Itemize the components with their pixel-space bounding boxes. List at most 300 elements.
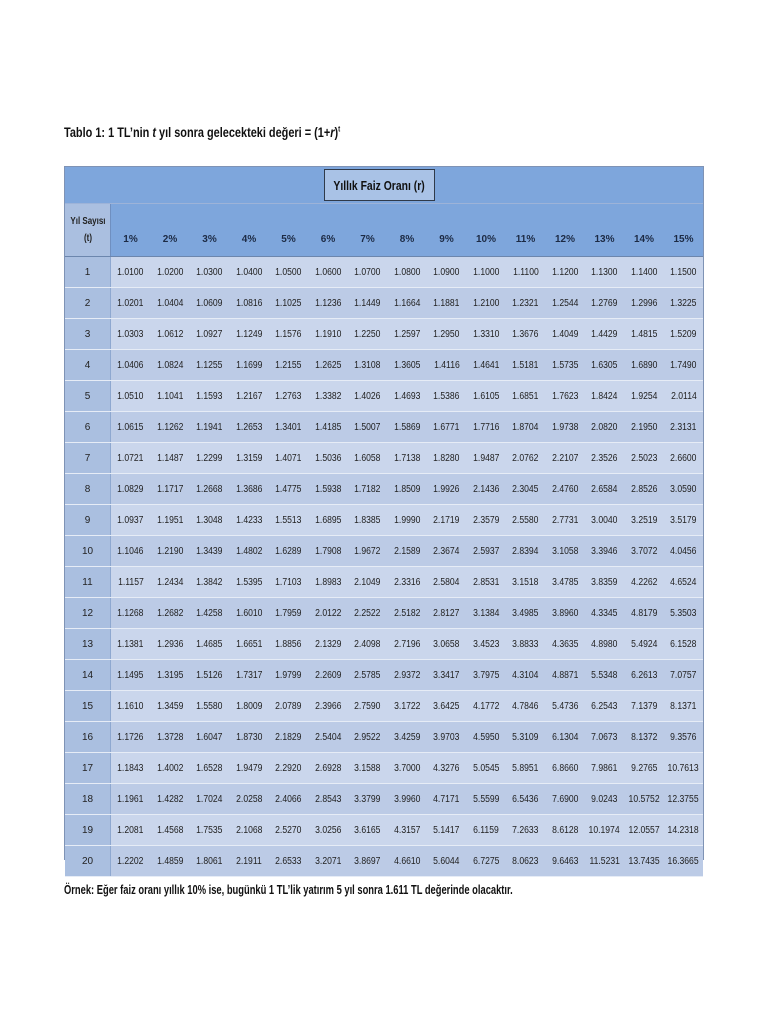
value-text: 2.5023 (630, 452, 658, 464)
year-header-symbol: (t) (83, 233, 92, 244)
value-text: 2.4066 (275, 793, 302, 805)
value-cell (151, 319, 190, 349)
value-cell (585, 815, 624, 845)
value-cell (269, 412, 308, 442)
value-text: 2.5270 (275, 824, 302, 836)
value-text: 8.1372 (630, 731, 658, 743)
value-text: 3.3417 (433, 669, 460, 681)
value-text: 1.5735 (551, 359, 579, 371)
value-text: 1.1941 (196, 421, 223, 433)
value-cell (190, 350, 229, 380)
value-text: 1.2250 (354, 328, 381, 340)
value-text: 1.0400 (235, 266, 263, 278)
value-cell (585, 319, 624, 349)
year-cell: 20 (65, 846, 111, 876)
table-row (65, 474, 703, 505)
value-text: 3.4259 (393, 731, 421, 743)
value-text: 1.0700 (354, 266, 381, 278)
year-cell: 10 (65, 536, 111, 566)
value-cell (585, 412, 624, 442)
value-cell (506, 412, 545, 442)
value-cell (506, 598, 545, 628)
year-cell: 16 (65, 722, 111, 752)
value-cell (190, 257, 229, 287)
value-cell (585, 567, 624, 597)
value-cell (388, 629, 427, 659)
value-text: 6.8660 (551, 762, 579, 774)
value-cell (151, 474, 190, 504)
value-cell (190, 412, 229, 442)
value-text: 3.4785 (551, 576, 579, 588)
value-text: 1.1717 (156, 483, 184, 495)
value-cell (111, 474, 150, 504)
value-cell (111, 629, 150, 659)
value-text: 1.1593 (196, 390, 223, 402)
value-text: 4.3157 (393, 824, 421, 836)
value-cell (111, 443, 150, 473)
table-row (65, 784, 703, 815)
value-text: 3.7072 (630, 545, 658, 557)
value-text: 1.9672 (354, 545, 381, 557)
value-text: 1.1400 (630, 266, 658, 278)
value-text: 1.5007 (354, 421, 381, 433)
value-text: 1.0829 (117, 483, 144, 495)
value-cell (506, 319, 545, 349)
value-text: 1.4693 (393, 390, 421, 402)
value-text: 1.0615 (117, 421, 144, 433)
value-cell (427, 350, 466, 380)
value-text: 1.1910 (314, 328, 342, 340)
value-cell (388, 536, 427, 566)
value-text: 1.3401 (275, 421, 302, 433)
value-text: 3.4523 (472, 638, 500, 650)
value-cell (388, 474, 427, 504)
value-text: 1.1726 (117, 731, 144, 743)
value-text: 2.1589 (393, 545, 421, 557)
value-text: 5.0545 (472, 762, 500, 774)
value-cell (664, 598, 703, 628)
value-cell (467, 288, 506, 318)
value-text: 2.4098 (354, 638, 381, 650)
value-cell (664, 412, 703, 442)
value-cell (151, 598, 190, 628)
value-cell (151, 691, 190, 721)
value-text: 3.4985 (512, 607, 539, 619)
value-text: 1.1236 (314, 297, 342, 309)
value-cell (427, 319, 466, 349)
value-cell (269, 381, 308, 411)
value-text: 2.1911 (236, 855, 262, 867)
value-text: 4.3635 (551, 638, 579, 650)
year-cell: 19 (65, 815, 111, 845)
value-text: 1.3605 (393, 359, 421, 371)
value-cell (348, 257, 387, 287)
value-cell (506, 691, 545, 721)
value-cell (546, 319, 585, 349)
value-cell (348, 319, 387, 349)
value-text: 1.6289 (275, 545, 302, 557)
value-cell (467, 505, 506, 535)
value-cell (269, 350, 308, 380)
value-cell (111, 660, 150, 690)
year-cell: 1 (65, 257, 111, 287)
value-cell (348, 567, 387, 597)
value-text: 2.3674 (433, 545, 460, 557)
value-cell (230, 505, 269, 535)
value-text: 1.1495 (117, 669, 144, 681)
value-cell (151, 846, 190, 876)
value-text: 5.4924 (630, 638, 658, 650)
value-cell (664, 443, 703, 473)
value-cell (467, 629, 506, 659)
value-cell (388, 722, 427, 752)
caption-superscript: t (338, 124, 341, 134)
value-cell (230, 257, 269, 287)
year-cell: 5 (65, 381, 111, 411)
value-cell (388, 350, 427, 380)
value-text: 1.4185 (314, 421, 342, 433)
value-text: 1.3676 (512, 328, 539, 340)
caption-italic-r: r (330, 124, 335, 140)
value-cell (467, 567, 506, 597)
value-text: 1.2653 (235, 421, 263, 433)
value-cell (427, 815, 466, 845)
value-text: 1.4859 (156, 855, 184, 867)
value-cell (151, 288, 190, 318)
value-cell (348, 815, 387, 845)
value-cell (506, 846, 545, 876)
value-cell (625, 722, 664, 752)
value-cell (625, 443, 664, 473)
value-cell (269, 722, 308, 752)
value-cell (585, 536, 624, 566)
value-text: 2.5785 (354, 669, 381, 681)
value-cell (585, 753, 624, 783)
value-text: 2.8127 (433, 607, 460, 619)
value-cell (269, 598, 308, 628)
value-cell (111, 722, 150, 752)
value-cell (664, 319, 703, 349)
table-caption (64, 124, 563, 140)
value-cell (269, 288, 308, 318)
value-cell (111, 536, 150, 566)
table-row (65, 753, 703, 784)
value-cell (348, 536, 387, 566)
value-cell (230, 629, 269, 659)
value-text: 10.1974 (588, 824, 621, 836)
value-cell (546, 567, 585, 597)
value-text: 1.7024 (196, 793, 223, 805)
value-cell (190, 567, 229, 597)
value-cell (269, 505, 308, 535)
value-text: 1.7959 (275, 607, 302, 619)
value-text: 1.6851 (512, 390, 539, 402)
value-cell (230, 412, 269, 442)
year-cell: 2 (65, 288, 111, 318)
value-cell (427, 536, 466, 566)
value-cell (506, 784, 545, 814)
value-cell (467, 350, 506, 380)
value-cell (625, 319, 664, 349)
value-text: 1.8509 (393, 483, 421, 495)
value-text: 1.9487 (472, 452, 500, 464)
rate-header: 15% (673, 234, 694, 245)
value-text: 1.1487 (156, 452, 184, 464)
year-cell: 6 (65, 412, 111, 442)
caption-prefix: Tablo 1: 1 TL’nin (64, 124, 153, 140)
rate-header: 2% (162, 234, 178, 245)
value-cell (190, 629, 229, 659)
value-text: 1.1843 (117, 762, 144, 774)
value-text: 9.2765 (630, 762, 658, 774)
value-text: 6.5436 (512, 793, 539, 805)
value-cell (427, 660, 466, 690)
value-cell (309, 784, 348, 814)
value-text: 1.1664 (393, 297, 421, 309)
value-text: 1.1881 (433, 297, 460, 309)
value-cell (625, 598, 664, 628)
value-cell (151, 567, 190, 597)
value-cell (269, 536, 308, 566)
value-text: 1.1200 (551, 266, 579, 278)
value-text: 2.3966 (314, 700, 342, 712)
value-cell (309, 815, 348, 845)
value-text: 2.5580 (512, 514, 539, 526)
value-cell (309, 629, 348, 659)
value-text: 1.3842 (196, 576, 223, 588)
value-cell (309, 536, 348, 566)
value-cell (111, 691, 150, 721)
value-text: 1.7103 (275, 576, 302, 588)
value-text: 4.0456 (670, 545, 697, 557)
value-cell (625, 257, 664, 287)
value-text: 13.7435 (628, 855, 660, 867)
value-text: 1.5386 (433, 390, 460, 402)
value-text: 1.1262 (156, 421, 184, 433)
rate-title: Yıllık Faiz Oranı (r) (333, 177, 426, 193)
value-text: 1.5126 (196, 669, 223, 681)
value-text: 1.4815 (630, 328, 658, 340)
value-cell (388, 567, 427, 597)
value-text: 2.6533 (275, 855, 302, 867)
value-text: 3.3799 (354, 793, 381, 805)
value-cell (664, 815, 703, 845)
value-text: 3.1058 (551, 545, 579, 557)
value-cell (190, 691, 229, 721)
value-text: 6.1159 (473, 824, 499, 836)
value-text: 5.4736 (551, 700, 579, 712)
value-text: 2.1829 (275, 731, 302, 743)
value-text: 1.9926 (433, 483, 460, 495)
value-text: 7.6900 (551, 793, 579, 805)
value-text: 3.2519 (630, 514, 658, 526)
value-text: 3.1588 (354, 762, 381, 774)
value-cell (190, 784, 229, 814)
value-cell (151, 257, 190, 287)
value-text: 1.1249 (235, 328, 263, 340)
value-cell (309, 381, 348, 411)
value-cell (230, 846, 269, 876)
value-text: 1.9254 (630, 390, 658, 402)
value-cell (388, 381, 427, 411)
value-text: 2.8526 (630, 483, 658, 495)
value-cell (190, 381, 229, 411)
value-cell (309, 412, 348, 442)
value-cell (506, 350, 545, 380)
value-text: 2.0789 (275, 700, 302, 712)
value-text: 2.3131 (670, 421, 697, 433)
value-text: 2.8531 (472, 576, 500, 588)
value-text: 1.1381 (117, 638, 144, 650)
value-cell (506, 505, 545, 535)
value-text: 1.0300 (196, 266, 223, 278)
value-text: 9.0243 (591, 793, 618, 805)
table-row (65, 288, 703, 319)
value-text: 2.1049 (354, 576, 381, 588)
value-text: 1.6528 (196, 762, 223, 774)
rate-header: 9% (439, 234, 454, 245)
value-text: 1.8424 (591, 390, 618, 402)
value-text: 4.8179 (630, 607, 658, 619)
value-cell (348, 784, 387, 814)
value-text: 10.5752 (628, 793, 660, 805)
value-text: 1.1046 (117, 545, 144, 557)
year-cell: 7 (65, 443, 111, 473)
value-cell (190, 319, 229, 349)
value-text: 5.3109 (512, 731, 539, 743)
value-text: 1.2434 (156, 576, 184, 588)
value-text: 1.4775 (275, 483, 302, 495)
value-text: 4.3104 (512, 669, 539, 681)
value-cell (388, 319, 427, 349)
value-text: 1.7623 (551, 390, 579, 402)
value-cell (309, 722, 348, 752)
value-cell (664, 753, 703, 783)
value-cell (151, 722, 190, 752)
value-text: 5.6044 (433, 855, 460, 867)
value-cell (625, 288, 664, 318)
value-cell (664, 474, 703, 504)
value-text: 7.0757 (670, 669, 697, 681)
value-cell (269, 815, 308, 845)
value-text: 1.1500 (670, 266, 697, 278)
value-cell (388, 784, 427, 814)
value-text: 1.6771 (433, 421, 460, 433)
value-text: 2.9522 (354, 731, 381, 743)
example-note: Örnek: Eğer faiz oranı yıllık 10% ise, bugünkü 1 TL’lik yatırım 5 yıl sonra 1.611 TL değerinde olacaktır. (64, 882, 513, 897)
value-cell (388, 753, 427, 783)
value-text: 1.0201 (117, 297, 144, 309)
value-cell (467, 846, 506, 876)
value-text: 1.8280 (433, 452, 460, 464)
value-cell (190, 536, 229, 566)
value-cell (664, 691, 703, 721)
value-text: 1.4116 (433, 359, 460, 371)
table-row (65, 319, 703, 350)
value-cell (230, 784, 269, 814)
value-text: 2.7731 (551, 514, 579, 526)
value-cell (388, 443, 427, 473)
value-cell (348, 846, 387, 876)
value-text: 1.0824 (156, 359, 184, 371)
value-cell (230, 443, 269, 473)
value-cell (269, 257, 308, 287)
value-text: 1.8983 (314, 576, 342, 588)
value-text: 3.9703 (433, 731, 460, 743)
value-text: 6.2613 (630, 669, 658, 681)
rate-header: 4% (241, 234, 257, 245)
value-text: 1.1300 (591, 266, 618, 278)
value-cell (467, 319, 506, 349)
value-text: 1.3686 (235, 483, 263, 495)
value-text: 1.0303 (117, 328, 144, 340)
value-text: 4.7171 (433, 793, 460, 805)
value-cell (111, 350, 150, 380)
value-text: 4.3276 (433, 762, 460, 774)
value-text: 2.5182 (393, 607, 421, 619)
value-cell (546, 629, 585, 659)
table-row (65, 722, 703, 753)
value-cell (427, 443, 466, 473)
value-cell (348, 660, 387, 690)
value-cell (506, 381, 545, 411)
value-cell (585, 474, 624, 504)
value-text: 1.9479 (235, 762, 263, 774)
value-text: 2.3579 (472, 514, 500, 526)
value-text: 1.4258 (196, 607, 223, 619)
value-cell (427, 505, 466, 535)
value-text: 1.2544 (551, 297, 579, 309)
value-cell (230, 660, 269, 690)
value-text: 2.1719 (433, 514, 460, 526)
value-text: 1.1951 (156, 514, 184, 526)
value-text: 1.8385 (354, 514, 381, 526)
value-text: 1.3310 (472, 328, 500, 340)
value-cell (388, 257, 427, 287)
value-text: 3.9960 (393, 793, 421, 805)
value-cell (625, 536, 664, 566)
value-text: 1.4282 (156, 793, 184, 805)
value-cell (546, 846, 585, 876)
value-cell (506, 567, 545, 597)
value-cell (546, 753, 585, 783)
value-text: 7.1379 (630, 700, 658, 712)
value-cell (269, 784, 308, 814)
value-text: 3.8697 (354, 855, 381, 867)
value-text: 1.1157 (117, 576, 144, 588)
value-text: 1.8730 (235, 731, 263, 743)
value-cell (111, 815, 150, 845)
value-cell (309, 660, 348, 690)
value-cell (625, 474, 664, 504)
value-text: 1.2996 (630, 297, 658, 309)
value-cell (427, 691, 466, 721)
value-text: 3.7975 (472, 669, 500, 681)
rate-header: 8% (399, 234, 415, 245)
value-cell (506, 629, 545, 659)
value-text: 12.3755 (667, 793, 700, 805)
value-cell (230, 815, 269, 845)
value-text: 8.6128 (551, 824, 579, 836)
value-text: 1.2167 (235, 390, 263, 402)
value-cell (427, 381, 466, 411)
value-text: 1.0200 (156, 266, 184, 278)
value-cell (111, 598, 150, 628)
value-cell (309, 257, 348, 287)
value-text: 1.1610 (117, 700, 144, 712)
value-text: 1.6047 (196, 731, 223, 743)
value-cell (546, 412, 585, 442)
